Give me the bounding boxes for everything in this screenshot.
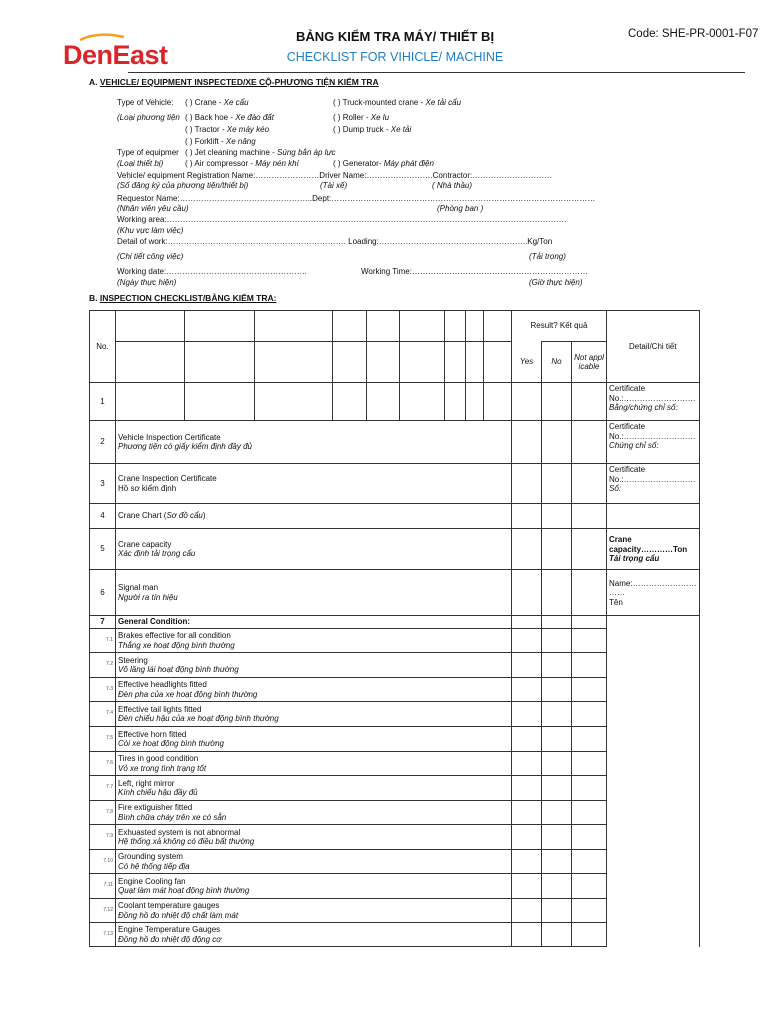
no-cell[interactable] (542, 874, 572, 899)
item-description: Vehicle Inspection Certificate Phương tiện có giấy kiểm định đầy đủ (116, 421, 512, 464)
row-number: 7.13 (90, 923, 116, 947)
no-cell[interactable] (542, 464, 572, 504)
row-number: 7.6 (90, 752, 116, 776)
item-description: Engine Cooling fan Quạt làm mát hoạt động bình thường (116, 874, 512, 899)
no-cell[interactable] (542, 504, 572, 529)
blank-cell[interactable] (367, 383, 400, 421)
detail-cell[interactable]: Crane capacity…………Ton Tải trọng cẩu (607, 529, 700, 570)
yes-cell[interactable] (512, 678, 542, 702)
row-number: 7.9 (90, 825, 116, 850)
na-cell[interactable] (572, 702, 607, 727)
item-description: Effective headlights fitted Đèn pha của xe hoạt động bình thường (116, 678, 512, 702)
blank-header-cell (116, 311, 185, 342)
blank-header-cell (333, 342, 367, 383)
na-cell[interactable] (572, 570, 607, 616)
working-date-field[interactable]: Working date:…………………………………………….. (117, 267, 307, 276)
blank-cell[interactable] (400, 383, 445, 421)
blank-header-cell (484, 311, 512, 342)
type-vehicle-label: Type of Vehicle: (117, 98, 174, 107)
table-row (90, 421, 700, 464)
no-cell[interactable] (542, 529, 572, 570)
yes-cell[interactable] (512, 570, 542, 616)
option-jet-cleaning[interactable]: ( ) Jet cleaning machine - Súng bắn áp lực (185, 148, 336, 157)
item-description: Fire extiguisher fitted Bình chữa cháy trên xe có sẵn (116, 801, 512, 825)
na-cell[interactable] (572, 653, 607, 678)
row-number: 7.11 (90, 874, 116, 899)
blank-header-cell (255, 311, 333, 342)
detail-cell[interactable]: Name:…………………… …… Tên (607, 570, 700, 616)
no-cell[interactable] (542, 752, 572, 776)
yes-cell[interactable] (512, 776, 542, 801)
yes-cell[interactable] (512, 616, 542, 629)
item-description: Signal man Người ra tín hiệu (116, 570, 512, 616)
no-cell[interactable] (542, 570, 572, 616)
no-cell[interactable] (542, 421, 572, 464)
no-cell[interactable] (542, 702, 572, 727)
option-dump-truck[interactable]: ( ) Dump truck - Xe tải (333, 125, 412, 134)
detail-cell[interactable]: Certificate No.:……………………… Số: (607, 464, 700, 504)
item-description: Grounding system Có hệ thống tiếp địa (116, 850, 512, 874)
requestor-label-vi: (Nhân viên yêu cầu) (117, 204, 189, 213)
no-cell[interactable] (542, 899, 572, 923)
section-b-heading: B. INSPECTION CHECKLIST/BẢNG KIỂM TRA: (89, 293, 277, 303)
blank-cell[interactable] (466, 383, 484, 421)
requestor-field[interactable]: Requestor Name:…………………………………………..Dept:……………………………………………………………………………………… (117, 194, 596, 203)
item-description: Exhuasted system is not abnormal Hệ thống xả không có điều bất thường (116, 825, 512, 850)
blank-header-cell (466, 311, 484, 342)
row-number: 7.5 (90, 727, 116, 752)
header-no: No. (90, 311, 116, 383)
row-number: 5 (90, 529, 116, 570)
item-description: Brakes effective for all condition Thắng xe hoạt động bình thường (116, 629, 512, 653)
no-cell[interactable] (542, 383, 572, 421)
header-not-applicable: Not applicable (572, 342, 607, 383)
row-number: 4 (90, 504, 116, 529)
yes-cell[interactable] (512, 421, 542, 464)
header-result: Result? Kết quả (512, 311, 607, 342)
table-row (90, 570, 700, 616)
na-cell[interactable] (572, 899, 607, 923)
item-description: Left, right mirror Kính chiếu hậu đầy đủ (116, 776, 512, 801)
na-cell[interactable] (572, 678, 607, 702)
general-condition-label: General Condition: (116, 616, 512, 629)
blank-header-cell (484, 342, 512, 383)
na-cell[interactable] (572, 727, 607, 752)
loading-label-vi: (Tải trọng) (529, 252, 566, 261)
working-area-field[interactable]: Working area:…………………………………………………………………………………………………………………………………… (117, 215, 567, 224)
no-cell[interactable] (542, 678, 572, 702)
na-cell[interactable] (572, 850, 607, 874)
type-equipment-label-vi: (Loại thiết bị) (117, 159, 164, 168)
na-cell[interactable] (572, 504, 607, 529)
yes-cell[interactable] (512, 529, 542, 570)
company-logo: DenEast (63, 40, 168, 70)
option-truck-mounted-crane[interactable]: ( ) Truck-mounted crane - Xe tải cẩu (333, 98, 462, 107)
section-a-heading: A. VEHICLE/ EQUIPMENT INSPECTED/XE CỘ-PHƯƠNG TIỆN KIỂM TRA (89, 77, 379, 87)
row-number: 7.4 (90, 702, 116, 727)
table-row-general-condition (90, 616, 700, 629)
option-crane[interactable]: ( ) Crane - Xe cẩu (185, 98, 249, 107)
na-cell[interactable] (572, 874, 607, 899)
no-cell[interactable] (542, 825, 572, 850)
detail-cell[interactable]: Certificate No.:……………………… Bằng/chứng chỉ số: (607, 383, 700, 421)
detail-of-work-field[interactable]: Detail of work:…………………………………………………………. Loading:………………………………………………..Kg/Ton (117, 237, 553, 246)
no-cell[interactable] (542, 923, 572, 947)
contractor-label-vi: ( Nhà thầu) (432, 181, 473, 190)
detail-label-vi: (Chi tiết công việc) (117, 252, 184, 261)
document-title-en: CHECKLIST FOR VIHICLE/ MACHINE (286, 50, 504, 64)
row-number: 7.8 (90, 801, 116, 825)
blank-header-cell (185, 342, 255, 383)
na-cell[interactable] (572, 801, 607, 825)
row-number: 2 (90, 421, 116, 464)
yes-cell[interactable] (512, 464, 542, 504)
blank-cell[interactable] (116, 383, 185, 421)
item-description: Crane Inspection Certificate Hồ sơ kiểm định (116, 464, 512, 504)
table-row (90, 529, 700, 570)
na-cell[interactable] (572, 629, 607, 653)
item-description: Crane Chart (Sơ đồ cẩu) (116, 504, 512, 529)
yes-cell[interactable] (512, 653, 542, 678)
na-cell[interactable] (572, 529, 607, 570)
row-number: 3 (90, 464, 116, 504)
no-cell[interactable] (542, 653, 572, 678)
blank-cell[interactable] (445, 383, 466, 421)
option-forklift[interactable]: ( ) Forklift - Xe nâng (185, 137, 256, 146)
yes-cell[interactable] (512, 825, 542, 850)
header-no-answer: No (542, 342, 572, 383)
item-description: Effective tail lights fitted Đèn chiếu hậu của xe hoạt động bình thường (116, 702, 512, 727)
yes-cell[interactable] (512, 383, 542, 421)
yes-cell[interactable] (512, 874, 542, 899)
option-back-hoe[interactable]: ( ) Back hoe - Xe đào đất (185, 113, 274, 122)
option-air-compressor[interactable]: ( ) Air compressor - Máy nén khí (185, 159, 299, 168)
row-number: 7.10 (90, 850, 116, 874)
header-detail: Detail/Chi tiết (607, 311, 700, 383)
header-divider (128, 72, 745, 73)
blank-cell[interactable] (484, 383, 512, 421)
blank-header-cell (445, 311, 466, 342)
row-number: 7.3 (90, 678, 116, 702)
row-number: 7.1 (90, 629, 116, 653)
registration-field[interactable]: Vehicle/ equipment Registration Name:……………………Driver Name:…………………….Contractor:………………………… (117, 171, 553, 180)
document-title-vi: BẢNG KIỂM TRA MÁY/ THIẾT BỊ (295, 29, 495, 44)
na-cell[interactable] (572, 752, 607, 776)
yes-cell[interactable] (512, 923, 542, 947)
option-roller[interactable]: ( ) Roller - Xe lu (333, 113, 390, 122)
item-description: Tires in good condition Vỏ xe trong tình trạng tốt (116, 752, 512, 776)
yes-cell[interactable] (512, 752, 542, 776)
yes-cell[interactable] (512, 801, 542, 825)
inspection-checklist-table (89, 310, 700, 947)
blank-cell[interactable] (255, 383, 333, 421)
no-cell[interactable] (542, 616, 572, 629)
no-cell[interactable] (542, 629, 572, 653)
yes-cell[interactable] (512, 850, 542, 874)
table-row (90, 383, 700, 421)
dept-label-vi: (Phòng ban ) (437, 204, 484, 213)
row-number: 7.12 (90, 899, 116, 923)
item-description: Effective horn fitted Còi xe hoạt động bình thường (116, 727, 512, 752)
option-generator[interactable]: ( ) Generator- Máy phát điện (333, 159, 434, 168)
document-code: Code: SHE-PR-0001-F07 (628, 28, 759, 40)
option-tractor[interactable]: ( ) Tractor - Xe máy kéo (185, 125, 270, 134)
yes-cell[interactable] (512, 504, 542, 529)
blank-cell[interactable] (333, 383, 367, 421)
row-number: 7.7 (90, 776, 116, 801)
blank-header-cell (400, 311, 445, 342)
blank-cell[interactable] (185, 383, 255, 421)
registration-label-vi: (Số đăng ký của phương tiện/thiết bị) (117, 181, 249, 190)
na-cell[interactable] (572, 825, 607, 850)
item-description: Engine Temperature Gauges Đồng hồ đo nhiệt độ động cơ (116, 923, 512, 947)
na-cell[interactable] (572, 383, 607, 421)
blank-header-cell (367, 311, 400, 342)
na-cell[interactable] (572, 616, 607, 629)
no-cell[interactable] (542, 776, 572, 801)
table-row (90, 464, 700, 504)
yes-cell[interactable] (512, 629, 542, 653)
type-vehicle-label-vi: (Loại phương tiện (117, 113, 180, 122)
header-yes: Yes (512, 342, 542, 383)
row-number: 7.2 (90, 653, 116, 678)
na-cell[interactable] (572, 464, 607, 504)
working-area-label-vi: (Khu vực làm việc) (117, 226, 184, 235)
item-description: Steering Vô lăng lái hoạt động bình thường (116, 653, 512, 678)
yes-cell[interactable] (512, 702, 542, 727)
blank-header-cell (116, 342, 185, 383)
table-row (90, 504, 700, 529)
blank-header-cell (333, 311, 367, 342)
driver-label-vi: (Tài xế) (320, 181, 348, 190)
row-number: 6 (90, 570, 116, 616)
no-cell[interactable] (542, 801, 572, 825)
blank-header-cell (466, 342, 484, 383)
no-cell[interactable] (542, 850, 572, 874)
detail-cell[interactable] (607, 504, 700, 529)
working-time-field[interactable]: Working Time:………………………………………………………… (361, 267, 588, 276)
blank-header-cell (445, 342, 466, 383)
yes-cell[interactable] (512, 727, 542, 752)
type-equipment-label: Type of equipmer (117, 148, 179, 157)
row-number: 7 (90, 616, 116, 629)
blank-header-cell (185, 311, 255, 342)
blank-header-cell (255, 342, 333, 383)
detail-cell[interactable]: Certificate No.:……………………… Chứng chỉ số: (607, 421, 700, 464)
blank-header-cell (400, 342, 445, 383)
yes-cell[interactable] (512, 899, 542, 923)
working-time-label-vi: (Giờ thực hiện) (529, 278, 583, 287)
row-number: 1 (90, 383, 116, 421)
na-cell[interactable] (572, 923, 607, 947)
blank-header-cell (367, 342, 400, 383)
no-cell[interactable] (542, 727, 572, 752)
na-cell[interactable] (572, 421, 607, 464)
item-description: Coolant temperature gauges Đồng hồ đo nhiệt độ chất làm mát (116, 899, 512, 923)
working-date-label-vi: (Ngày thực hiện) (117, 278, 177, 287)
detail-cell-merged[interactable] (607, 616, 700, 947)
na-cell[interactable] (572, 776, 607, 801)
item-description: Crane capacity Xác định tải trọng cẩu (116, 529, 512, 570)
